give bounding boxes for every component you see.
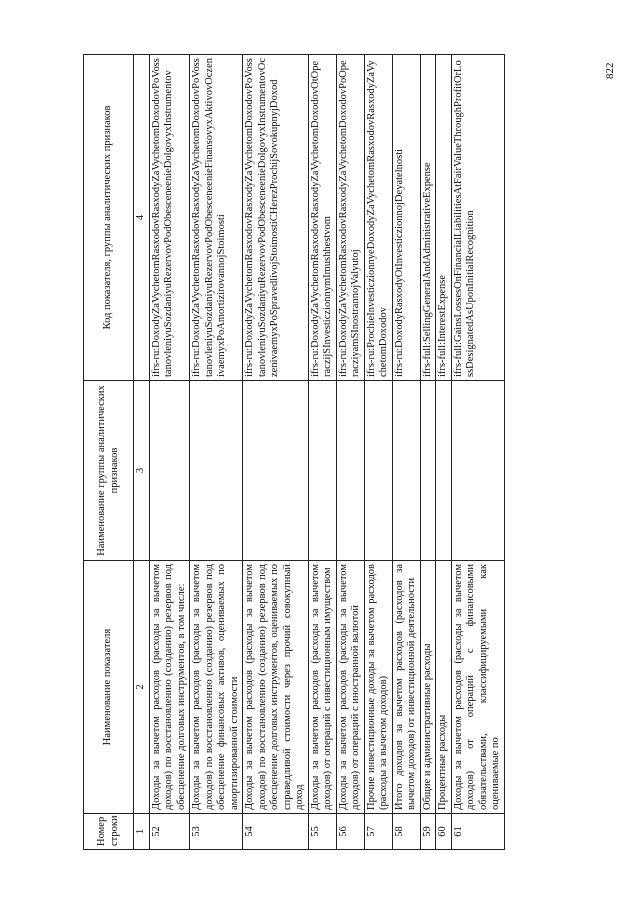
indicator-code-cell: ifrs-ru:DoxodyZaVychetomRasxodovRasxodyZaVychetomDoxodovPoVosstanovleniyuSozdaniyuRezervovPodObesceneenieDolgovyxInstrumentovOczenivaemyxPoSpravedlivojStoimostiCHerezProchijSovokupnyjDoxod	[243, 55, 309, 381]
table-row	[420, 55, 436, 850]
group-name-cell	[451, 381, 504, 561]
table-row	[392, 55, 420, 850]
table-row	[436, 55, 452, 850]
row-number-cell: 56	[336, 814, 364, 850]
indicator-name-cell: Доходы за вычетом расходов (расходы за вычетом доходов) от операций с финансовыми обязательствами, классифицируемыми как оцениваемые по	[451, 561, 504, 814]
table-row	[243, 55, 309, 850]
table-body	[149, 55, 504, 850]
row-number-cell: 58	[392, 814, 420, 850]
row-number-cell: 54	[243, 814, 309, 850]
page-number: 822	[604, 62, 616, 79]
indicator-code-cell: ifrs-ru:DoxodyZaVychetomRasxodovRasxodyZaVychetomDoxodovPoOperacziyamSInostrannojValyutoj	[336, 55, 364, 381]
table-row	[364, 55, 392, 850]
indicator-code-cell: ifrs-ru:DoxodyZaVychetomRasxodovRasxodyZaVychetomDoxodovPoVosstanovleniyuSozdaniyuRezervovPodObesceneenieFinansovyxAktivovOczenivaemyxPoAmortizirovannojStoimosti	[190, 55, 243, 381]
indicator-code-cell: ifrs-ru:ProchieInvesticzionnyeDoxodyZaVychetomRasxodovRasxodyZaVychetomDoxodov	[364, 55, 392, 381]
row-number-cell: 59	[420, 814, 436, 850]
header-row-number: Номер строки	[84, 814, 134, 850]
indicator-code-cell: ifrs-full:InterestExpense	[436, 55, 452, 381]
table-row	[190, 55, 243, 850]
indicator-code-cell: ifrs-ru:DoxodyZaVychetomRasxodovRasxodyZaVychetomDoxodovPoVosstanovleniyuSozdaniyuRezervovPodObesceneenieDolgovyxInstrumentov	[149, 55, 190, 381]
group-name-cell	[392, 381, 420, 561]
row-number-cell: 61	[451, 814, 504, 850]
header-row	[84, 55, 134, 850]
table-row	[149, 55, 190, 850]
indicator-code-cell: ifrs-ru:DoxodyZaVychetomRasxodovRasxodyZaVychetomDoxodovOtOperaczijSInvesticzionnymImushhestvom	[308, 55, 336, 381]
header-group-name: Наименование группы аналитических признаков	[84, 381, 134, 561]
row-number-cell: 55	[308, 814, 336, 850]
indicator-code-cell: ifrs-full:GainsLossesOnFinancialLiabilitiesAtFairValueThroughProfitOrLossDesignatedAsUponInitialRecognition	[451, 55, 504, 381]
indicator-code-cell: ifrs-full:SellingGeneralAndAdministrativeExpense	[420, 55, 436, 381]
row-number-cell: 53	[190, 814, 243, 850]
indicator-name-cell: Доходы за вычетом расходов (расходы за вычетом доходов) от операций с иностранной валютой	[336, 561, 364, 814]
indicator-name-cell: Прочие инвестиционные доходы за вычетом расходов (расходы за вычетом доходов)	[364, 561, 392, 814]
column-index: 1	[134, 814, 150, 850]
group-name-cell	[436, 381, 452, 561]
group-name-cell	[420, 381, 436, 561]
column-index-row	[134, 55, 150, 850]
group-name-cell	[190, 381, 243, 561]
group-name-cell	[364, 381, 392, 561]
table-row	[336, 55, 364, 850]
header-indicator-name: Наименование показателя	[84, 561, 134, 814]
group-name-cell	[243, 381, 309, 561]
column-index: 3	[134, 381, 150, 561]
column-index: 4	[134, 55, 150, 381]
row-number-cell: 52	[149, 814, 190, 850]
header-indicator-code: Код показателя, группы аналитических признаков	[84, 55, 134, 381]
indicator-table	[83, 54, 505, 850]
table-row	[308, 55, 336, 850]
indicator-name-cell: Общие и административные расходы	[420, 561, 436, 814]
indicator-name-cell: Доходы за вычетом расходов (расходы за вычетом доходов) по восстановлению (созданию) резервов под обесценение финансовых активов, оцениваемых по амортизированной стоимости	[190, 561, 243, 814]
table-row	[451, 55, 504, 850]
indicator-code-cell: ifrs-ru:DoxodyRasxodyOtInvesticzionnojDeyatelnosti	[392, 55, 420, 381]
column-index: 2	[134, 561, 150, 814]
row-number-cell: 57	[364, 814, 392, 850]
indicator-name-cell: Доходы за вычетом расходов (расходы за вычетом доходов) по восстановлению (созданию) резервов под обесценение долговых инструментов, оцениваемых по справедливой стоимости через прочий совокупный доход	[243, 561, 309, 814]
indicator-name-cell: Доходы за вычетом расходов (расходы за вычетом доходов) по восстановлению (созданию) резервов под обесценение долговых инструментов, в том числе:	[149, 561, 190, 814]
indicator-name-cell: Доходы за вычетом расходов (расходы за вычетом доходов) от операций с инвестиционным имуществом	[308, 561, 336, 814]
group-name-cell	[149, 381, 190, 561]
row-number-cell: 60	[436, 814, 452, 850]
group-name-cell	[336, 381, 364, 561]
group-name-cell	[308, 381, 336, 561]
indicator-name-cell: Итого доходов за вычетом расходов (расходов за вычетом доходов) от инвестиционной деятельности	[392, 561, 420, 814]
indicator-name-cell: Процентные расходы	[436, 561, 452, 814]
